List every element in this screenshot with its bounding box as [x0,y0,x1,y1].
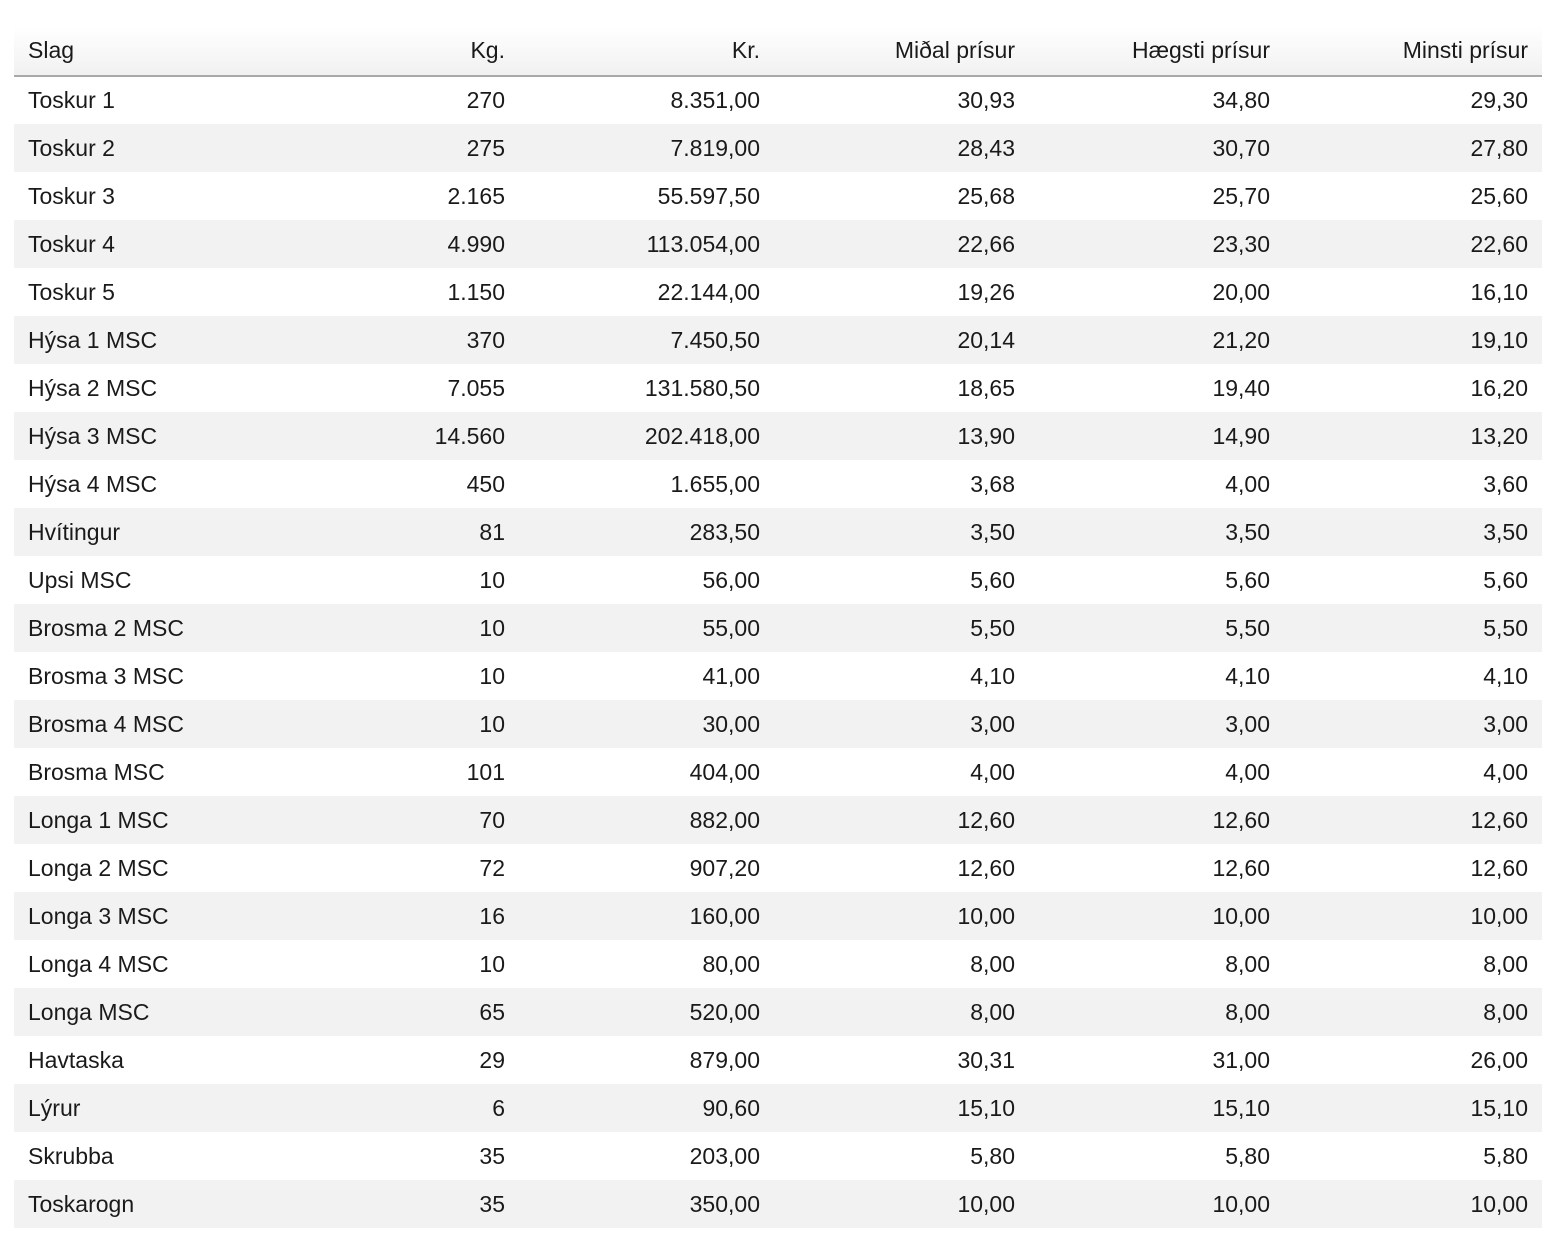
header-row [14,26,1542,76]
price-table [14,26,1542,1228]
cell-kr: 22.144,00 [657,278,760,305]
cell-slag: Hýsa 4 MSC [28,470,158,497]
cell-highest-price: 31,00 [1212,1046,1270,1073]
column-header-slag[interactable]: Slag [14,26,264,76]
cell-slag: Longa 3 MSC [28,902,169,929]
cell-lowest-price: 3,60 [1483,470,1528,497]
cell-kr: 882,00 [689,806,760,833]
column-header-kr[interactable]: Kr. [519,26,774,76]
cell-average-price: 12,60 [957,854,1015,881]
cell-lowest-price: 12,60 [1470,854,1528,881]
cell-slag: Longa 1 MSC [28,806,169,833]
cell-kg: 4.990 [447,230,505,257]
table-row [14,652,1542,700]
column-header-kg[interactable]: Kg. [264,26,519,76]
cell-kr: 202.418,00 [644,422,760,449]
cell-highest-price: 19,40 [1212,374,1270,401]
cell-kg: 10 [479,662,505,689]
table-row [14,1180,1542,1228]
cell-highest-price: 10,00 [1212,902,1270,929]
cell-average-price: 18,65 [957,374,1015,401]
cell-highest-price: 5,80 [1225,1142,1270,1169]
cell-average-price: 10,00 [957,902,1015,929]
table-row [14,220,1542,268]
table-row [14,892,1542,940]
cell-slag: Upsi MSC [28,566,132,593]
cell-average-price: 19,26 [957,278,1015,305]
cell-slag: Toskur 5 [28,278,115,305]
cell-kg: 101 [466,758,505,785]
cell-lowest-price: 8,00 [1483,950,1528,977]
cell-average-price: 10,00 [957,1190,1015,1217]
cell-average-price: 5,60 [970,566,1015,593]
table-header [14,26,1542,76]
cell-lowest-price: 19,10 [1470,326,1528,353]
cell-average-price: 4,10 [970,662,1015,689]
cell-kr: 30,00 [702,710,760,737]
cell-average-price: 8,00 [970,950,1015,977]
table-row [14,940,1542,988]
table-row [14,796,1542,844]
cell-highest-price: 21,20 [1212,326,1270,353]
cell-highest-price: 30,70 [1212,134,1270,161]
cell-kr: 160,00 [689,902,760,929]
cell-lowest-price: 4,10 [1483,662,1528,689]
cell-kg: 370 [466,326,505,353]
cell-highest-price: 10,00 [1212,1190,1270,1217]
cell-lowest-price: 3,00 [1483,710,1528,737]
cell-kg: 29 [479,1046,505,1073]
table-row [14,460,1542,508]
cell-lowest-price: 25,60 [1470,182,1528,209]
cell-highest-price: 4,00 [1225,470,1270,497]
cell-kg: 275 [466,134,505,161]
cell-slag: Toskarogn [28,1190,135,1217]
cell-average-price: 5,50 [970,614,1015,641]
cell-lowest-price: 10,00 [1470,1190,1528,1217]
cell-slag: Toskur 4 [28,230,115,257]
cell-kg: 35 [479,1142,505,1169]
cell-highest-price: 5,60 [1225,566,1270,593]
table-row [14,556,1542,604]
cell-highest-price: 8,00 [1225,950,1270,977]
cell-average-price: 8,00 [970,998,1015,1025]
cell-average-price: 30,31 [957,1046,1015,1073]
cell-kr: 55.597,50 [657,182,760,209]
cell-slag: Hvítingur [28,518,121,545]
table-row [14,1132,1542,1180]
cell-highest-price: 4,10 [1225,662,1270,689]
table-row [14,172,1542,220]
cell-kg: 2.165 [447,182,505,209]
cell-highest-price: 3,50 [1225,518,1270,545]
cell-slag: Skrubba [28,1142,114,1169]
cell-lowest-price: 22,60 [1470,230,1528,257]
cell-slag: Lýrur [28,1094,81,1121]
column-header-highest-price[interactable]: Hægsti prísur [1029,26,1284,76]
cell-average-price: 20,14 [957,326,1015,353]
cell-kg: 72 [479,854,505,881]
cell-kr: 907,20 [689,854,760,881]
table-row [14,844,1542,892]
cell-kr: 203,00 [689,1142,760,1169]
cell-slag: Hýsa 1 MSC [28,326,158,353]
cell-slag: Brosma 4 MSC [28,710,184,737]
cell-kr: 283,50 [689,518,760,545]
cell-kr: 131.580,50 [644,374,760,401]
cell-slag: Brosma MSC [28,758,165,785]
cell-kg: 65 [479,998,505,1025]
cell-kg: 70 [479,806,505,833]
table-row [14,1084,1542,1132]
table-body [14,76,1542,1228]
table-row [14,700,1542,748]
cell-average-price: 3,50 [970,518,1015,545]
cell-kr: 1.655,00 [670,470,760,497]
cell-kg: 81 [479,518,505,545]
cell-average-price: 13,90 [957,422,1015,449]
cell-highest-price: 12,60 [1212,806,1270,833]
cell-kg: 450 [466,470,505,497]
cell-kr: 404,00 [689,758,760,785]
cell-kr: 55,00 [702,614,760,641]
table-row [14,604,1542,652]
cell-highest-price: 12,60 [1212,854,1270,881]
cell-slag: Havtaska [28,1046,124,1073]
cell-highest-price: 34,80 [1212,87,1270,113]
cell-slag: Hýsa 3 MSC [28,422,158,449]
cell-kg: 14.560 [434,422,505,449]
cell-highest-price: 14,90 [1212,422,1270,449]
cell-slag: Toskur 1 [28,87,115,113]
table-row [14,748,1542,796]
cell-kr: 7.450,50 [670,326,760,353]
cell-highest-price: 15,10 [1212,1094,1270,1121]
cell-lowest-price: 16,10 [1470,278,1528,305]
cell-kr: 90,60 [702,1094,760,1121]
cell-lowest-price: 16,20 [1470,374,1528,401]
cell-average-price: 3,00 [970,710,1015,737]
cell-kr: 350,00 [689,1190,760,1217]
cell-lowest-price: 5,50 [1483,614,1528,641]
cell-slag: Brosma 3 MSC [28,662,184,689]
cell-kg: 10 [479,614,505,641]
price-table-container [14,26,1542,1228]
cell-highest-price: 25,70 [1212,182,1270,209]
cell-average-price: 22,66 [957,230,1015,257]
cell-slag: Longa 2 MSC [28,854,169,881]
table-row [14,268,1542,316]
table-row [14,988,1542,1036]
cell-kg: 35 [479,1190,505,1217]
cell-average-price: 25,68 [957,182,1015,209]
table-row [14,1036,1542,1084]
cell-kr: 113.054,00 [646,230,760,257]
cell-kr: 41,00 [702,662,760,689]
cell-slag: Toskur 3 [28,182,115,209]
cell-lowest-price: 8,00 [1483,998,1528,1025]
cell-average-price: 28,43 [957,134,1015,161]
cell-lowest-price: 5,60 [1483,566,1528,593]
table-row [14,316,1542,364]
cell-highest-price: 8,00 [1225,998,1270,1025]
cell-kg: 1.150 [447,278,505,305]
column-header-average-price[interactable]: Miðal prísur [774,26,1029,76]
cell-slag: Brosma 2 MSC [28,614,184,641]
table-row [14,364,1542,412]
cell-lowest-price: 29,30 [1470,87,1528,113]
cell-average-price: 4,00 [970,758,1015,785]
cell-kr: 8.351,00 [670,87,760,113]
cell-lowest-price: 26,00 [1470,1046,1528,1073]
table-row [14,124,1542,172]
cell-lowest-price: 13,20 [1470,422,1528,449]
column-header-lowest-price[interactable]: Minsti prísur [1284,26,1542,76]
cell-kr: 7.819,00 [670,134,760,161]
cell-kg: 16 [479,902,505,929]
cell-average-price: 12,60 [957,806,1015,833]
cell-average-price: 3,68 [970,470,1015,497]
table-row [14,76,1542,124]
cell-lowest-price: 27,80 [1470,134,1528,161]
cell-highest-price: 3,00 [1225,710,1270,737]
cell-kg: 10 [479,950,505,977]
cell-lowest-price: 10,00 [1470,902,1528,929]
cell-lowest-price: 5,80 [1483,1142,1528,1169]
cell-kg: 6 [492,1094,505,1121]
cell-kg: 7.055 [447,374,505,401]
cell-lowest-price: 12,60 [1470,806,1528,833]
cell-kr: 879,00 [689,1046,760,1073]
cell-highest-price: 4,00 [1225,758,1270,785]
cell-highest-price: 5,50 [1225,614,1270,641]
cell-kr: 80,00 [702,950,760,977]
cell-slag: Longa MSC [28,998,150,1025]
cell-kg: 10 [479,710,505,737]
cell-average-price: 15,10 [957,1094,1015,1121]
cell-average-price: 30,93 [957,87,1015,113]
cell-kr: 56,00 [702,566,760,593]
cell-kr: 520,00 [689,998,760,1025]
cell-highest-price: 23,30 [1212,230,1270,257]
cell-lowest-price: 3,50 [1483,518,1528,545]
cell-kg: 270 [466,87,505,113]
cell-slag: Toskur 2 [28,134,115,161]
table-row [14,508,1542,556]
cell-slag: Longa 4 MSC [28,950,169,977]
cell-average-price: 5,80 [970,1142,1015,1169]
cell-highest-price: 20,00 [1212,278,1270,305]
cell-slag: Hýsa 2 MSC [28,374,158,401]
table-row [14,412,1542,460]
cell-lowest-price: 15,10 [1470,1094,1528,1121]
cell-kg: 10 [479,566,505,593]
cell-lowest-price: 4,00 [1483,758,1528,785]
